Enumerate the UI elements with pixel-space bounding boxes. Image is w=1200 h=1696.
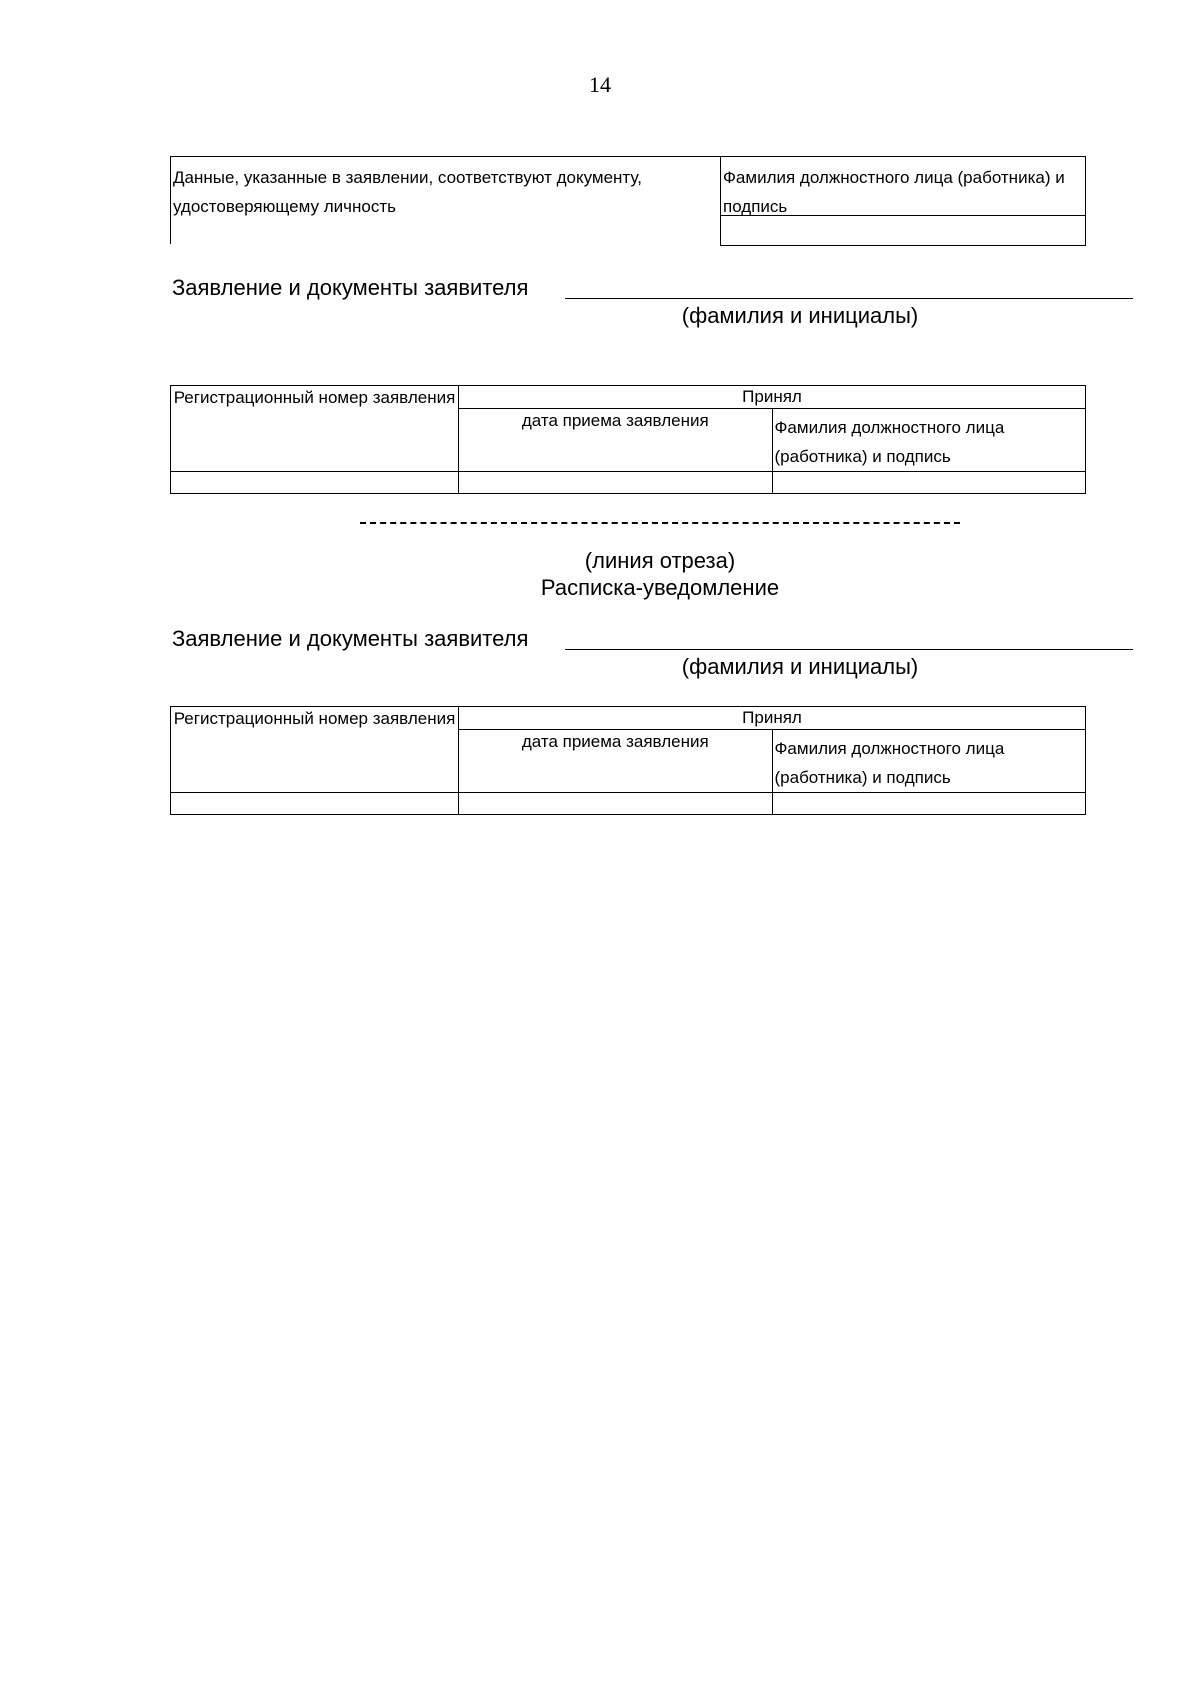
identity-statement-text: Данные, указанные в заявлении, соответствуют документу, удостоверяющему личность — [173, 168, 642, 216]
date-cell[interactable] — [459, 793, 773, 815]
identity-official-field[interactable] — [720, 215, 1086, 246]
applicant-caption-2: (фамилия и инициалы) — [681, 654, 919, 679]
official-cell[interactable] — [772, 472, 1086, 494]
applicant-label-2: Заявление и документы заявителя — [172, 626, 529, 651]
applicant-label-1: Заявление и документы заявителя — [172, 275, 529, 300]
official-cell[interactable] — [772, 793, 1086, 815]
applicant-line-2 — [172, 626, 528, 652]
identity-statement-cell — [170, 156, 720, 244]
date-cell[interactable] — [459, 472, 773, 494]
official-header: Фамилия должностного лица (работника) и подпись — [772, 730, 1086, 793]
reg-number-cell[interactable] — [171, 472, 459, 494]
applicant-caption-1: (фамилия и инициалы) — [681, 303, 919, 328]
cut-line — [360, 522, 960, 524]
applicant-line-1 — [172, 275, 528, 301]
identity-official-label: Фамилия должностного лица (работника) и подпись — [723, 168, 1065, 216]
applicant-name-field-1[interactable] — [565, 298, 1133, 299]
reg-number-cell[interactable] — [171, 793, 459, 815]
applicant-name-field-2[interactable] — [565, 649, 1133, 650]
reg-number-header: Регистрационный номер заявления — [171, 707, 459, 793]
reg-number-header: Регистрационный номер заявления — [171, 386, 459, 472]
receipt-title: Расписка-уведомление — [540, 575, 780, 600]
accepted-header: Принял — [459, 707, 1086, 730]
registration-table-2 — [170, 706, 1086, 815]
cut-line-caption: (линия отреза) — [584, 548, 736, 573]
accepted-header: Принял — [459, 386, 1086, 409]
identity-official-label-cell — [720, 156, 1086, 216]
page-number: 14 — [589, 72, 611, 97]
date-header: дата приема заявления — [459, 730, 773, 793]
date-header: дата приема заявления — [459, 409, 773, 472]
registration-table-1 — [170, 385, 1086, 494]
official-header: Фамилия должностного лица (работника) и подпись — [772, 409, 1086, 472]
